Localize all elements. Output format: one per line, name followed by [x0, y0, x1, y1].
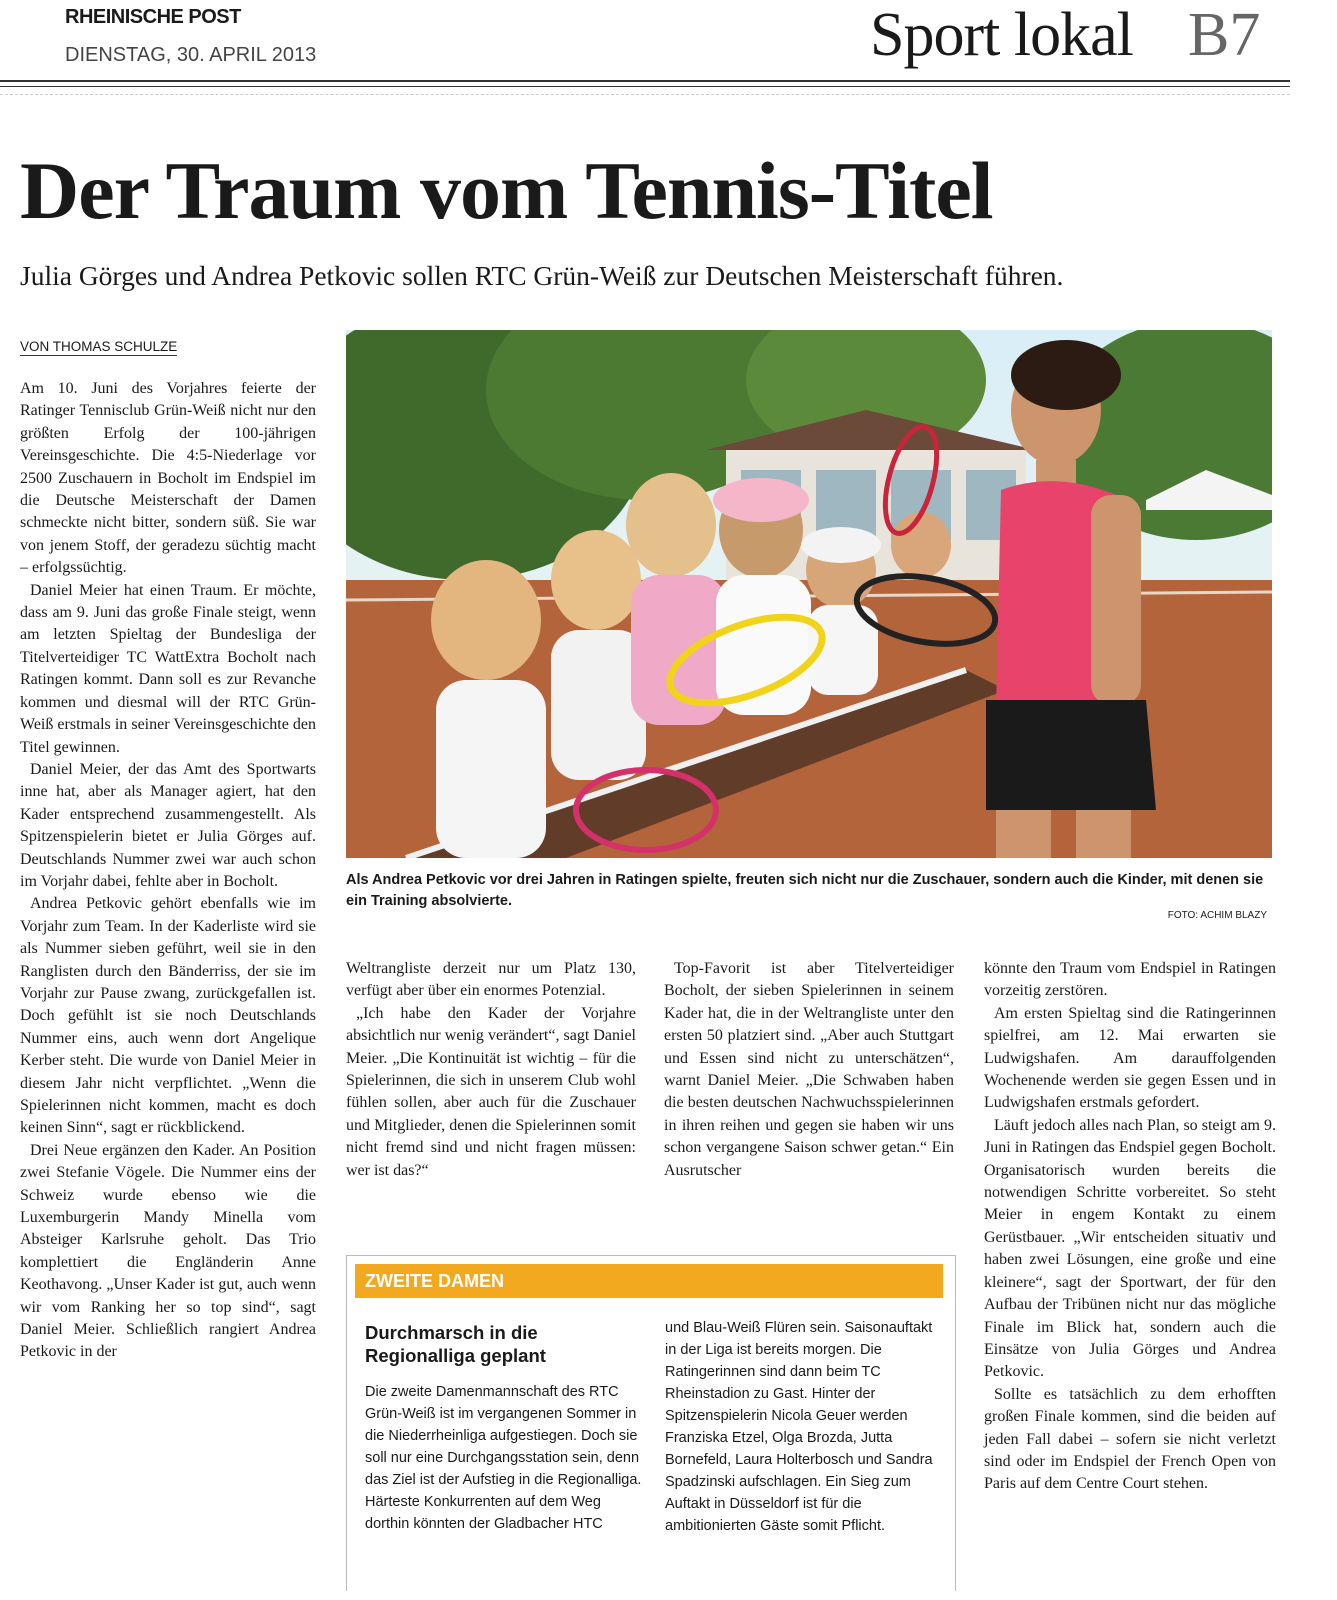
page-number: B7: [1188, 1, 1261, 69]
paragraph: Sollte es tatsächlich zu dem erhofften großen Finale kommen, sind die beiden auf jeden Fall dabei – sofern sie nicht verletzt sind oder im Endspiel der French Open von Paris auf dem Centre Court stehen.: [984, 1385, 1276, 1493]
paragraph: Die zweite Damenmannschaft des RTC Grün-Weiß ist im vergangenen Sommer in die Niederrheinliga aufgestiegen. Doch sie soll nur eine Durchgangsstation sein, denn das Ziel ist der Aufstieg in die Regionalliga. Härteste Konkurrenten auf dem Weg dorthin könnten der Gladbacher HTC: [365, 1384, 642, 1532]
sidebar-title: Durchmarsch in die Regionalliga geplant: [365, 1322, 546, 1366]
subheadline: Julia Görges und Andrea Petkovic sollen RTC Grün-Weiß zur Deutschen Meisterschaft führen.: [20, 260, 1064, 291]
paragraph: Läuft jedoch alles nach Plan, so steigt am 9. Juni in Ratingen das Endspiel gegen Bocholt. Organisatorisch wurden bereits die notwendigen Schritte vorbereitet. So steht Meier in engem Kontakt zu einem Gerüstbauer. „Wir entscheiden situativ und haben zwei Lösungen, eine große und eine kleinere“, sagt der Sportwart, der für den Aufbau der Tribünen nicht nur das mögliche Finale im Blick hat, sondern auch die Einsätze von Julia Görges und Andrea Petkovic.: [984, 1116, 1276, 1381]
byline: VON THOMAS SCHULZE: [20, 339, 178, 354]
headline: Der Traum vom Tennis-Titel: [20, 145, 993, 236]
section-title: Sport lokal: [870, 1, 1133, 69]
article-column-2: [346, 958, 636, 1182]
paragraph: „Ich habe den Kader der Vorjahre absichtlich nur wenig verändert“, sagt Daniel Meier. „Die Kontinuität ist wichtig – für die Spielerinnen, die sich in unserem Club wohl fühlen sollen, aber auch für die Zuschauer und Mitglieder, denen die Spielerinnen somit nicht fremd sind und nicht fragen müssen: wer ist das?“: [346, 1004, 636, 1179]
divider: [0, 94, 1290, 95]
paragraph: Weltrangliste derzeit nur um Platz 130, verfügt aber über ein enormes Potenzial.: [346, 960, 636, 1000]
paragraph: könnte den Traum vom Endspiel in Ratingen vorzeitig zerstören.: [984, 960, 1276, 1000]
masthead-rule: [0, 80, 1290, 82]
article-column-1: [20, 378, 316, 1364]
paragraph: Andrea Petkovic gehört ebenfalls wie im Vorjahr zum Team. In der Kaderliste wird sie als Nummer sieben geführt, weil sie in den Ranglisten durch den Bänderriss, der sie im Vorjahr zur Pause zwang, zurückgefallen ist. Doch gefühlt ist sie noch Deutschlands Nummer eins, auch wenn dort Angelique Kerber steht. Die wurde von Daniel Meier in diesem Jahr nicht verpflichtet. „Wenn die Spielerinnen nicht kommen, macht es doch keinen Sinn“, sagt er rückblickend.: [20, 895, 316, 1137]
tennis-photo-illustration: [346, 330, 1272, 858]
article-column-3: [664, 958, 954, 1182]
paragraph: Drei Neue ergänzen den Kader. An Position zwei Stefanie Vögele. Die Nummer eins der Schweiz wurde ebenso wie die Luxemburgerin Mandy Minella vom Absteiger Karlsruhe geholt. Das Trio komplettiert die Engländerin Anne Keothavong. „Unser Kader ist gut, auch wenn wir vom Ranking her so top sind“, sagt Daniel Meier. Schließlich rangiert Andrea Petkovic in der: [20, 1141, 316, 1361]
issue-date: DIENSTAG, 30. APRIL 2013: [65, 44, 317, 66]
paragraph: Am 10. Juni des Vorjahres feierte der Ratinger Tennisclub Grün-Weiß nicht nur den größten Erfolg der 100-jährigen Vereinsgeschichte. Die 4:5-Niederlage vor 2500 Zuschauern in Bocholt im Endspiel im die Deutsche Meisterschaft der Damen schmeckte nicht bitter, sondern süß. Sie war von jenem Stoff, der geradezu süchtig macht – erfolgssüchtig.: [20, 380, 316, 577]
paragraph: Daniel Meier, der das Amt des Sportwarts inne hat, aber als Manager agiert, hat den Kader entsprechend zusammengestellt. Als Spitzenspielerin bietet er Julia Görges auf. Deutschlands Nummer zwei war auch schon im Vorjahr dabei, fehlte aber in Bocholt.: [20, 760, 316, 890]
paragraph: Daniel Meier hat einen Traum. Er möchte, dass am 9. Juni das große Finale steigt, wenn am letzten Spieltag der Bundesliga der Titelverteidiger TC WattExtra Bocholt nach Ratingen kommt. Dann soll es zur Revanche kommen und diesmal will der RTC Grün-Weiß erstmals in seiner Vereinsgeschichte den Titel gewinnen.: [20, 581, 316, 756]
sidebar-column-2: [665, 1317, 943, 1537]
paragraph: und Blau-Weiß Flüren sein. Saisonauftakt in der Liga ist bereits morgen. Die Ratingerinnen sind dann beim TC Rheinstadion zu Gast. Hinter der Spitzenspielerin Nicola Geuer werden Franziska Etzel, Olga Brozda, Jutta Bornefeld, Laura Holterbosch und Sandra Spadzinski aufschlagen. Ein Sieg zum Auftakt in Düsseldorf ist für die ambitionierten Gäste somit Pflicht.: [665, 1320, 933, 1534]
photo-caption: Als Andrea Petkovic vor drei Jahren in Ratingen spielte, freuten sich nicht nur die Zuschauer, sondern auch die Kinder, mit denen sie ein Training absolvierte.: [346, 872, 1264, 909]
paragraph: Am ersten Spieltag sind die Ratingerinnen spielfrei, am 12. Mai erwarten sie Ludwigshafen. Am darauffolgenden Wochenende werden sie gegen Essen und in Ludwigshafen erstmals gefordert.: [984, 1004, 1276, 1112]
sidebar-column-1: [365, 1381, 643, 1535]
article-column-4: [984, 958, 1276, 1496]
sidebar-label: ZWEITE DAMEN: [355, 1264, 943, 1298]
masthead-rule-thin: [0, 86, 1290, 87]
masthead: [0, 0, 1337, 92]
newspaper-name: RHEINISCHE POST: [65, 6, 241, 28]
sidebar-box: [346, 1255, 956, 1591]
photo-credit: FOTO: ACHIM BLAZY: [1167, 910, 1267, 921]
article-photo: [346, 330, 1272, 858]
paragraph: Top-Favorit ist aber Titelverteidiger Bocholt, der sieben Spielerinnen in seinem Kader hat, die in der Weltrangliste unter den ersten 50 platziert sind. „Aber auch Stuttgart und Essen sind nicht zu unterschätzen“, warnt Daniel Meier. „Die Schwaben haben die besten deutschen Nachwuchsspielerinnen in ihren reihen und gegen sie haben wir uns schon vergangene Saison schwer getan.“ Ein Ausrutscher: [664, 960, 954, 1179]
